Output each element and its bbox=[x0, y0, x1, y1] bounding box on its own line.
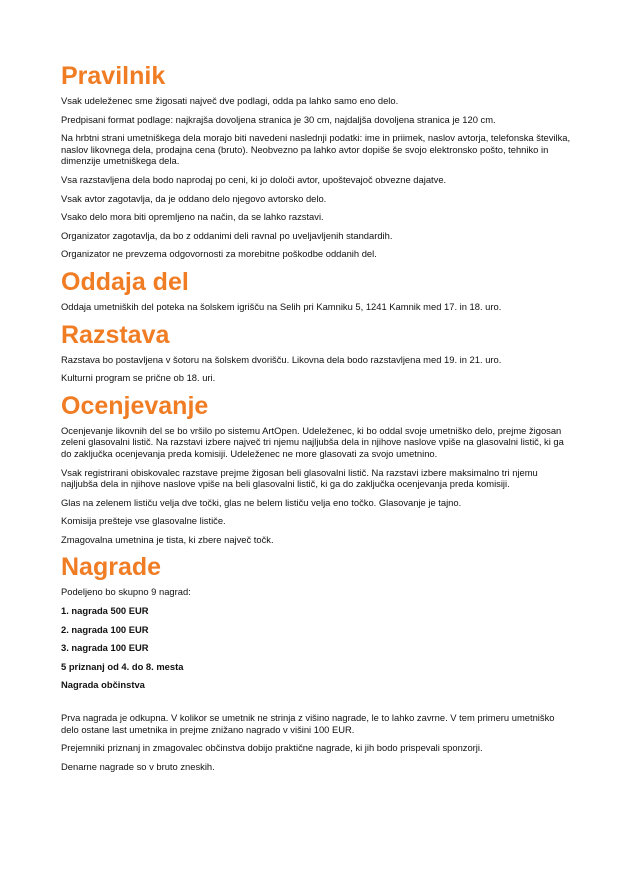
paragraph: Oddaja umetniških del poteka na šolskem igrišču na Selih pri Kamniku 5, 1241 Kamnik med 17. in 18. uro. bbox=[61, 300, 502, 312]
paragraph: Predpisani format podlage: najkrajša dovoljena stranica je 30 cm, najdaljša dovoljena stranica je 120 cm. bbox=[61, 113, 496, 125]
paragraph: Komisija prešteje vse glasovalne lističe. bbox=[61, 515, 226, 527]
prize-item: 2. nagrada 100 EUR bbox=[61, 623, 149, 635]
heading-pravilnik: Pravilnik bbox=[61, 62, 166, 90]
paragraph: Vsako delo mora biti opremljeno na način, da se lahko razstavi. bbox=[61, 211, 324, 223]
paragraph: Vsa razstavljena dela bodo naprodaj po ceni, ki jo določi avtor, upoštevajoč obvezne dajatve. bbox=[61, 173, 447, 185]
prize-item: 1. nagrada 500 EUR bbox=[61, 605, 149, 617]
paragraph: Denarne nagrade so v bruto zneskih. bbox=[61, 760, 215, 772]
paragraph: Organizator ne prevzema odgovornosti za morebitne poškodbe oddanih del. bbox=[61, 248, 377, 260]
paragraph: Prva nagrada je odkupna. V kolikor se umetnik ne strinja z višino nagrade, le to lahko zavrne. V tem primeru umetniško delo ostane last umetnika in prejme znižano nagrado v višini 100 EUR. bbox=[61, 712, 555, 735]
section-razstava bbox=[61, 321, 571, 384]
paragraph: Kulturni program se prične ob 18. uri. bbox=[61, 372, 216, 384]
paragraph: Organizator zagotavlja, da bo z oddanimi deli ravnal po uveljavljenih standardih. bbox=[61, 229, 393, 241]
heading-nagrade: Nagrade bbox=[61, 553, 162, 582]
prizes-intro: Podeljeno bo skupno 9 nagrad: bbox=[61, 586, 191, 598]
prize-item: Nagrada občinstva bbox=[61, 679, 145, 691]
paragraph: Vsak avtor zagotavlja, da je oddano delo njegovo avtorsko delo. bbox=[61, 192, 327, 204]
paragraph: Vsak registrirani obiskovalec razstave prejme žigosan beli glasovalni listič. Na razstavi izbere maksimalno tri njemu najljubša dela in njihove naslove vpiše na beli glasovalni listič, ki ga do zaključka ocenjevanja preda komisiji. bbox=[61, 466, 538, 490]
section-nagrade bbox=[61, 553, 571, 772]
heading-razstava: Razstava bbox=[61, 320, 170, 349]
paragraph: Ocenjevanje likovnih del se bo vršilo po sistemu ArtOpen. Udeleženec, ki bo oddal svoje umetniško delo, prejme žigosan zeleni glasovalni listič. Na razstavi izbere največ tri njemu najljubša dela in njihove naslove vpiše na glasovalni listič, ki ga do zaključka ocenjevanja preda komisiji. Udeleženec ne more glasovati za svojo umetnino. bbox=[61, 424, 564, 459]
paragraph: Zmagovalna umetnina je tista, ki zbere največ točk. bbox=[61, 533, 274, 545]
paragraph: Vsak udeleženec sme žigosati največ dve podlagi, odda pa lahko samo eno delo. bbox=[61, 95, 399, 106]
paragraph: Razstava bo postavljena v šotoru na šolskem dvorišču. Likovna dela bodo razstavljena med 19. in 21. uro. bbox=[61, 353, 502, 365]
paragraph: Prejemniki priznanj in zmagovalec občinstva dobijo praktične nagrade, ki jih bodo prispevali sponzorji. bbox=[61, 742, 483, 754]
heading-ocenjevanje: Ocenjevanje bbox=[61, 391, 209, 420]
section-ocenjevanje bbox=[61, 392, 571, 546]
prize-item: 3. nagrada 100 EUR bbox=[61, 642, 149, 654]
heading-oddaja-del: Oddaja del bbox=[61, 267, 189, 296]
prize-item: 5 priznanj od 4. do 8. mesta bbox=[61, 660, 184, 672]
spacer bbox=[61, 698, 571, 712]
paragraph: Na hrbtni strani umetniškega dela morajo biti navedeni naslednji podatki: ime in priimek, naslov avtorja, telefonska številka, naslov likovnega dela, prodajna cena (bruto). Neobvezno pa lahko avtor dopiše še svojo elektronsko pošto, tehniko in dimenzije umetniškega dela. bbox=[61, 132, 571, 167]
paragraph: Glas na zelenem lističu velja dve točki, glas ne belem lističu velja eno točko. Glasovanje je tajno. bbox=[61, 496, 462, 508]
section-oddaja-del bbox=[61, 268, 571, 313]
section-pravilnik bbox=[61, 62, 571, 260]
